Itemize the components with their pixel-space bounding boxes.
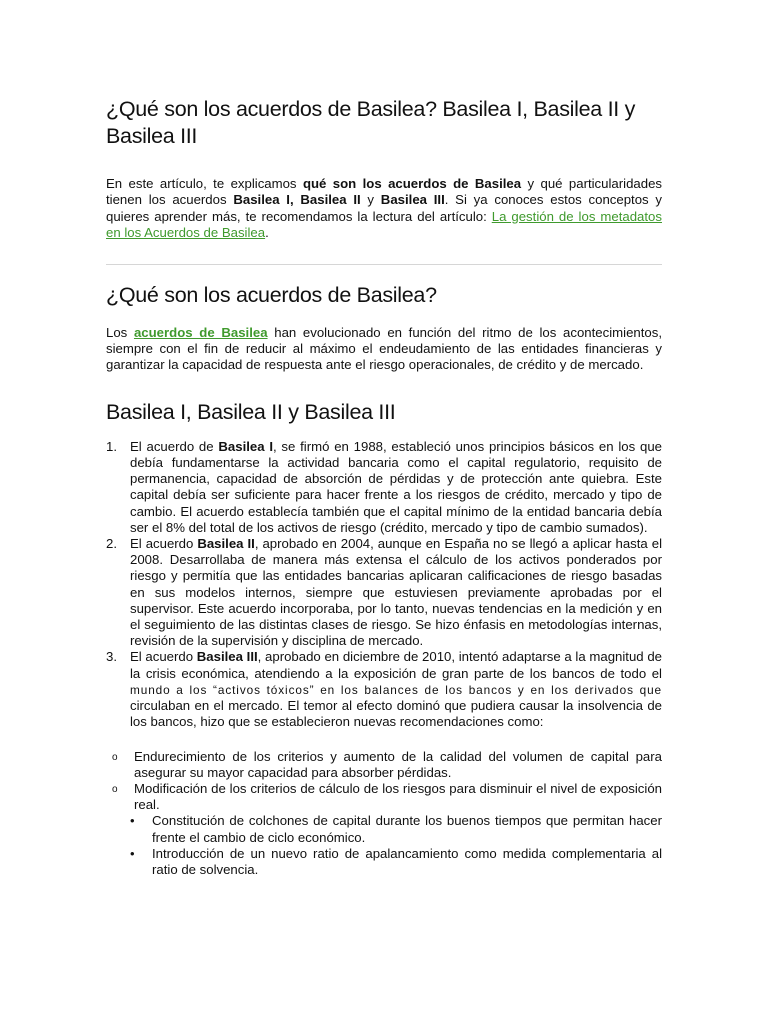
list-item bbox=[106, 846, 662, 878]
bullet-icon: • bbox=[130, 813, 135, 829]
item-text: El acuerdo bbox=[130, 536, 198, 552]
section1-text-start: Los bbox=[106, 324, 134, 340]
item-text: , se firmó en 1988, estableció unos principios básicos en los que debía fundamentarse la actividad bancaria como el capital regulatorio, requisito de permanencia, capacidad de absorción de pérdidas y de protección ante quiebra. Este capital debía ser suficiente para hacer frente a los riesgos de crédito, mercado y tipo de cambio. El acuerdo establecía también que el capital mínimo de la entidad bancaria debía ser el 8% del total de los activos de riesgo (crédito, mercado y tipo de cambio sumados). bbox=[130, 438, 662, 535]
item-text: Endurecimiento de los criterios y aumento de la calidad del volumen de capital para asegurar su mayor capacidad para absorber pérdidas. bbox=[134, 748, 662, 780]
item-bold: Basilea II bbox=[197, 536, 255, 552]
metadata-article-link[interactable]: La gestión de los metadatos en los Acuerdos de Basilea bbox=[106, 208, 662, 241]
section-divider bbox=[106, 264, 662, 265]
item-text: Constitución de colchones de capital durante los buenos tiempos que permitan hacer frente el cambio de ciclo económico. bbox=[152, 813, 662, 845]
bullet-icon: • bbox=[130, 845, 135, 861]
article-body bbox=[106, 96, 662, 878]
item-text: , aprobado en 2004, aunque en España no se llegó a aplicar hasta el 2008. Desarrollaba de manera más extensa el cálculo de los activos ponderados por riesgo y permitía que las entidades bancarias aplicaran calificaciones de riesgo basadas en sus modelos internos, siempre que estuviesen previamente aprobadas por el supervisor. Este acuerdo incorporaba, por lo tanto, nuevas tendencias en la medición y en el seguimiento de las distintas clases de riesgo. Se hizo énfasis en metodologías internas, revisión de la supervisión y disciplina de mercado. bbox=[130, 536, 662, 649]
intro-text-3: y bbox=[360, 192, 381, 208]
list-number: 1. bbox=[106, 438, 117, 454]
item-text: Modificación de los criterios de cálculo de los riesgos para disminuir el nivel de exposición real. bbox=[134, 780, 662, 813]
basilea-agreements-link[interactable]: acuerdos de Basilea bbox=[133, 324, 268, 340]
intro-text-5: . bbox=[265, 225, 269, 241]
list-item bbox=[106, 781, 662, 813]
item-text: El acuerdo de bbox=[130, 438, 219, 454]
item-text: , aprobado en diciembre de 2010, intentó adaptarse a la magnitud de la crisis económica, atendiendo a la exposición de gran parte de los bancos de todo el bbox=[130, 649, 662, 681]
list-item-basilea-2 bbox=[106, 536, 662, 649]
circle-bullet-icon: o bbox=[112, 783, 118, 795]
item-text: Introducción de un nuevo ratio de apalancamiento como medida complementaria al ratio de solvencia. bbox=[152, 845, 662, 877]
section-heading-what-are: ¿Qué son los acuerdos de Basilea? bbox=[106, 282, 437, 307]
intro-paragraph bbox=[106, 176, 662, 242]
item-text-spaced: mundo a los “activos tóxicos” en los balances de los bancos y en los derivados que bbox=[130, 682, 662, 697]
list-number: 3. bbox=[106, 649, 117, 665]
list-number: 2. bbox=[106, 536, 117, 552]
intro-bold-1: qué son los acuerdos de Basilea bbox=[302, 176, 522, 191]
list-item bbox=[106, 813, 662, 845]
basilea-list bbox=[106, 439, 662, 731]
item-text: circulaban en el mercado. El temor al efecto dominó que pudiera causar la insolvencia de los bancos, hizo que se establecieron nuevas recomendaciones como: bbox=[130, 698, 662, 730]
recommendations-list bbox=[106, 749, 662, 814]
list-item-basilea-3 bbox=[106, 649, 662, 730]
intro-text-1: En este artículo, te explicamos bbox=[106, 176, 303, 191]
list-item-basilea-1 bbox=[106, 439, 662, 536]
item-bold: Basilea I bbox=[218, 438, 273, 454]
circle-bullet-icon: o bbox=[112, 751, 118, 763]
item-text: El acuerdo bbox=[130, 649, 197, 665]
page-title: ¿Qué son los acuerdos de Basilea? Basilea I, Basilea II y Basilea III bbox=[106, 97, 636, 148]
sub-recommendations-list bbox=[106, 813, 662, 878]
intro-text-4: . Si ya conoces estos conceptos y quieres aprender más, te recomendamos la lectura del artículo: bbox=[106, 192, 662, 224]
intro-bold-2: Basilea I, Basilea II bbox=[233, 192, 361, 208]
section1-paragraph bbox=[106, 325, 662, 374]
section-heading-basilea: Basilea I, Basilea II y Basilea III bbox=[106, 399, 396, 424]
section1-text-rest: han evolucionado en función del ritmo de los acontecimientos, siempre con el fin de reducir al máximo el endeudamiento de las entidades financieras y garantizar la capacidad de respuesta ante el riesgo operacionales, de crédito y de mercado. bbox=[106, 324, 663, 373]
item-bold: Basilea III bbox=[196, 649, 258, 665]
intro-text-2: y qué particularidades tienen los acuerdos bbox=[106, 176, 663, 208]
intro-bold-3: Basilea III bbox=[380, 192, 445, 208]
list-item bbox=[106, 749, 662, 781]
